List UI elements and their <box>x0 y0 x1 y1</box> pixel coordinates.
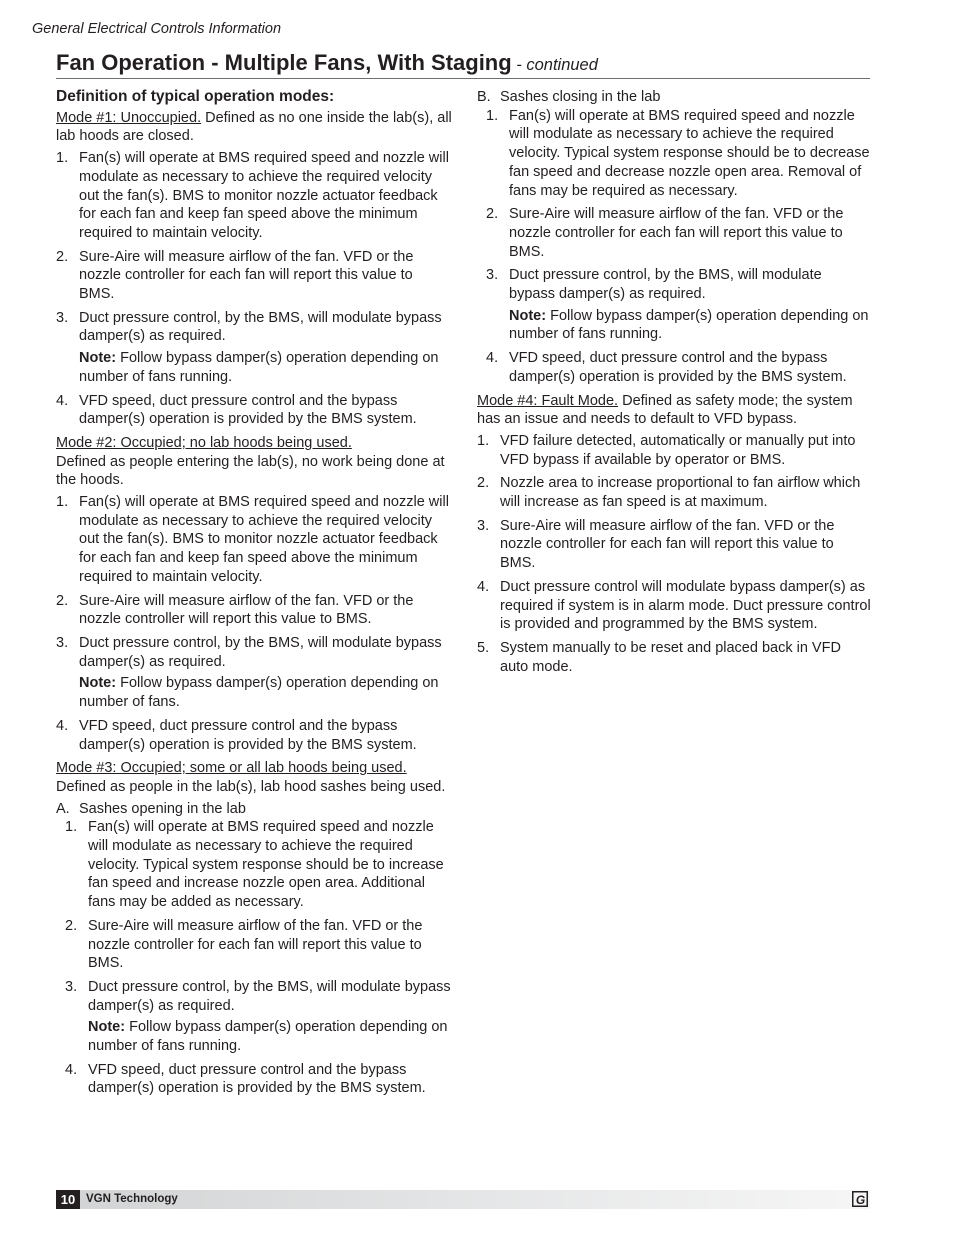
footer-bar <box>56 1190 870 1209</box>
item-text: Duct pressure control, by the BMS, will modulate bypass damper(s) as required. <box>509 267 822 303</box>
note-label: Note: <box>88 1019 126 1036</box>
item-number: 1. <box>56 150 69 167</box>
list-item <box>56 717 452 754</box>
right-column <box>477 88 871 681</box>
item-text: Fan(s) will operate at BMS required speed and nozzle will modulate as necessary to achieve the required velocity. Typical system response should be to decrease fan speed and decrease nozzle open area. Removal of fans may be required as necessary. <box>509 107 870 199</box>
item-number: 3. <box>56 309 69 326</box>
sub-heading-a <box>56 800 452 819</box>
item-number: 3. <box>56 634 69 651</box>
item-number: 2. <box>56 248 69 265</box>
list-item <box>477 639 871 676</box>
mode-1-text: Defined as no one inside the lab(s), all lab hoods are closed. <box>56 109 452 145</box>
sub-heading-b <box>477 88 871 107</box>
item-text: System manually to be reset and placed back in VFD auto mode. <box>500 639 841 675</box>
item-text: Nozzle area to increase proportional to fan airflow which will increase as fan speed is at maximum. <box>500 475 861 511</box>
mode-3-definition <box>56 759 452 796</box>
item-text: Duct pressure control, by the BMS, will modulate bypass damper(s) as required. <box>79 634 442 670</box>
list-item <box>486 107 871 201</box>
list-item <box>56 634 452 712</box>
item-number: 1. <box>56 494 69 511</box>
mode-2-label: Mode #2: Occupied; no lab hoods being used. <box>56 434 352 451</box>
item-number: 2. <box>486 206 499 223</box>
sub-heading-letter: A. <box>56 800 70 817</box>
item-text: VFD speed, duct pressure control and the bypass damper(s) operation is provided by the BMS system. <box>88 1061 426 1097</box>
note <box>88 1018 452 1055</box>
list-item <box>65 978 452 1056</box>
item-text: Sure-Aire will measure airflow of the fan. VFD or the nozzle controller for each fan will report this value to BMS. <box>509 206 844 260</box>
note <box>79 674 452 711</box>
list-item <box>56 309 452 387</box>
item-text: Sure-Aire will measure airflow of the fan. VFD or the nozzle controller for each fan will report this value to BMS. <box>88 917 423 972</box>
sub-heading-letter: B. <box>477 89 491 105</box>
item-text: Fan(s) will operate at BMS required speed and nozzle will modulate as necessary to achieve the required velocity. Typical system response should be to increase fan speed and increase nozzle open area. Additional fans may be added as necessary. <box>88 819 444 911</box>
item-number: 4. <box>486 350 499 367</box>
list-item <box>56 592 452 629</box>
mode-4-list <box>477 432 871 676</box>
sub-heading-title: Sashes closing in the lab <box>500 89 661 105</box>
item-number: 2. <box>56 592 69 609</box>
note-text: Follow bypass damper(s) operation depending on number of fans running. <box>88 1019 448 1055</box>
item-number: 1. <box>477 432 490 449</box>
note <box>79 349 452 386</box>
greenheck-logo-icon <box>852 1191 868 1207</box>
item-text: Duct pressure control, by the BMS, will modulate bypass damper(s) as required. <box>88 978 451 1014</box>
mode-2-list <box>56 493 452 754</box>
note-label: Note: <box>79 350 117 367</box>
mode-2-text: Defined as people entering the lab(s), no work being done at the hoods. <box>56 453 445 489</box>
list-item <box>486 205 871 261</box>
item-text: VFD speed, duct pressure control and the bypass damper(s) operation is provided by the BMS system. <box>79 392 417 428</box>
list-item <box>477 578 871 634</box>
item-number: 2. <box>65 917 78 934</box>
item-number: 3. <box>65 978 78 995</box>
item-number: 4. <box>56 392 69 409</box>
mode-4-text: Defined as safety mode; the system has an issue and needs to default to VFD bypass. <box>477 392 853 428</box>
note-text: Follow bypass damper(s) operation depending on number of fans running. <box>509 307 869 343</box>
sashes-closing-list <box>477 107 871 387</box>
item-number: 5. <box>477 639 490 656</box>
item-text: VFD speed, duct pressure control and the bypass damper(s) operation is provided by the BMS system. <box>509 350 847 385</box>
list-item <box>477 432 871 469</box>
sub-heading-title: Sashes opening in the lab <box>79 800 246 817</box>
list-item <box>56 392 452 429</box>
item-text: Fan(s) will operate at BMS required speed and nozzle will modulate as necessary to achieve the required velocity out the fan(s). BMS to monitor nozzle actuator feedback for each fan and keep fan speed above the minimum required to maintain velocity. <box>79 494 449 585</box>
list-item <box>56 493 452 587</box>
page-title <box>56 50 870 79</box>
page-title-main: Fan Operation - Multiple Fans, With Staging <box>56 50 512 75</box>
mode-3-text: Defined as people in the lab(s), lab hood sashes being used. <box>56 778 446 795</box>
mode-1-definition <box>56 109 452 146</box>
list-item <box>65 917 452 973</box>
left-column <box>56 88 452 1103</box>
section-heading: Definition of typical operation modes: <box>56 88 335 105</box>
item-text: Duct pressure control, by the BMS, will modulate bypass damper(s) as required. <box>79 309 442 345</box>
page-title-continued: - continued <box>511 56 598 74</box>
list-item <box>56 248 452 304</box>
item-text: Sure-Aire will measure airflow of the fan. VFD or the nozzle controller will report this value to BMS. <box>79 592 414 628</box>
item-number: 3. <box>477 517 490 534</box>
list-item <box>56 149 452 243</box>
item-number: 1. <box>65 819 78 836</box>
logo-letter: G <box>855 1192 866 1207</box>
note <box>509 307 871 344</box>
note-text: Follow bypass damper(s) operation depending on number of fans. <box>79 675 439 711</box>
list-item <box>477 474 871 511</box>
item-text: VFD failure detected, automatically or manually put into VFD bypass if available by operator or BMS. <box>500 432 856 468</box>
mode-2-definition <box>56 434 452 490</box>
item-text: Fan(s) will operate at BMS required speed and nozzle will modulate as necessary to achieve the required velocity out the fan(s). BMS to monitor nozzle actuator feedback for each fan and keep fan speed above the minimum required to maintain velocity. <box>79 150 449 241</box>
mode-1-label: Mode #1: Unoccupied. <box>56 109 202 126</box>
item-number: 3. <box>486 267 499 284</box>
mode-3-label: Mode #3: Occupied; some or all lab hoods being used. <box>56 760 407 777</box>
item-number: 4. <box>477 578 490 595</box>
list-item <box>65 1061 452 1098</box>
item-number: 2. <box>477 475 490 492</box>
item-number: 1. <box>486 107 499 124</box>
running-head: General Electrical Controls Information <box>32 21 282 37</box>
item-text: Sure-Aire will measure airflow of the fan. VFD or the nozzle controller for each fan will report this value to BMS. <box>79 248 414 303</box>
list-item <box>486 266 871 344</box>
note-label: Note: <box>79 675 117 692</box>
item-text: Duct pressure control will modulate bypass damper(s) as required if system is in alarm mode. Duct pressure control is provided and programmed by the BMS system. <box>500 578 871 633</box>
sashes-opening-list <box>56 818 452 1098</box>
item-number: 4. <box>56 717 69 734</box>
page-number: 10 <box>56 1190 80 1209</box>
list-item <box>486 349 871 386</box>
item-number: 4. <box>65 1061 78 1078</box>
list-item <box>477 517 871 573</box>
mode-1-list <box>56 149 452 429</box>
mode-4-definition <box>477 392 871 429</box>
footer-label: VGN Technology <box>86 1193 178 1205</box>
item-text: VFD speed, duct pressure control and the bypass damper(s) operation is provided by the BMS system. <box>79 717 417 753</box>
list-item <box>65 818 452 912</box>
note-text: Follow bypass damper(s) operation depending on number of fans running. <box>79 350 439 385</box>
item-text: Sure-Aire will measure airflow of the fan. VFD or the nozzle controller for each fan will report this value to BMS. <box>500 517 835 572</box>
mode-4-label: Mode #4: Fault Mode. <box>477 392 619 409</box>
note-label: Note: <box>509 307 547 324</box>
